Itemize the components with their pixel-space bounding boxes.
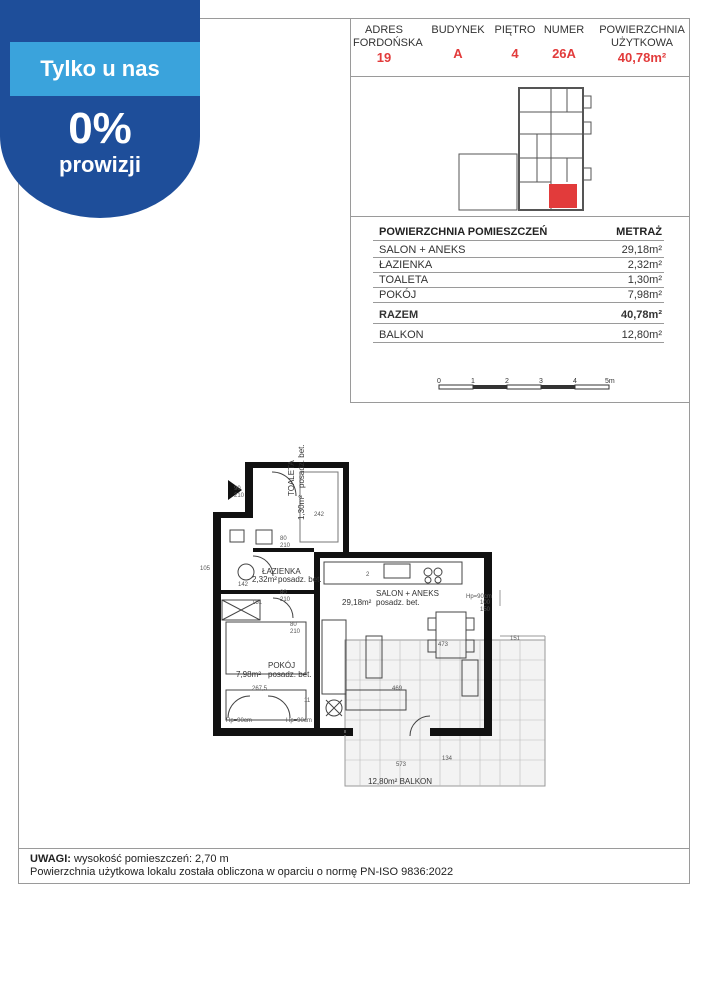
balcony-area bbox=[345, 640, 545, 786]
header-building-label: BUDYNEK bbox=[431, 24, 485, 36]
dim-label: 242 bbox=[314, 512, 325, 518]
dim-label: 151 bbox=[510, 636, 521, 642]
header-number-label: NUMER bbox=[543, 24, 585, 36]
promo-line2: prowizji bbox=[59, 152, 141, 177]
bath-floor: posadz. bet. bbox=[278, 575, 322, 584]
toilet-label: TOALETA bbox=[287, 460, 296, 496]
header-building-value: A bbox=[453, 46, 463, 61]
header-area-label: POWIERZCHNIA UŻYTKOWA bbox=[599, 24, 685, 49]
room-floor: posadz. bet. bbox=[268, 670, 312, 679]
dim-label: 473 bbox=[438, 642, 449, 648]
header-number-value: 26A bbox=[552, 46, 576, 61]
area-balcony-name: BALKON bbox=[379, 329, 424, 341]
dim-label: 210 bbox=[290, 629, 301, 635]
area-row-name: TOALETA bbox=[379, 274, 429, 286]
area-row-value: 29,18m² bbox=[621, 244, 662, 256]
area-row-value: 7,98m² bbox=[627, 289, 662, 301]
header-floor-value: 4 bbox=[511, 46, 519, 61]
dim-label: 573 bbox=[396, 762, 407, 768]
scale-tick: 3 bbox=[539, 378, 543, 385]
dim-label: Hp=90cm bbox=[466, 594, 492, 600]
header-floor-label: PIĘTRO bbox=[494, 24, 536, 36]
scale-tick: 1 bbox=[471, 378, 475, 385]
dim-label: 210 bbox=[280, 543, 291, 549]
promo-big: 0% bbox=[68, 104, 132, 153]
salon-area: 29,18m² bbox=[342, 598, 372, 607]
dim-label: 80 bbox=[280, 536, 287, 542]
area-row-value: 2,32m² bbox=[627, 259, 662, 271]
dim-label: 267,5 bbox=[252, 686, 268, 692]
scale-tick: 2 bbox=[505, 378, 509, 385]
dim-label: 210 bbox=[234, 493, 245, 499]
area-row-value: 1,30m² bbox=[627, 274, 662, 286]
dim-label: 2 bbox=[366, 572, 370, 578]
room-label: POKÓJ bbox=[268, 661, 296, 670]
area-total-name: RAZEM bbox=[379, 309, 419, 321]
area-row-name: ŁAZIENKA bbox=[379, 259, 433, 271]
area-row-name: POKÓJ bbox=[379, 289, 417, 301]
dim-label: 11 bbox=[304, 698, 311, 704]
notes-height: wysokość pomieszczeń: 2,70 m bbox=[70, 853, 229, 865]
notes-line1 bbox=[30, 853, 678, 866]
promo-line1: Tylko u nas bbox=[40, 56, 160, 81]
header-area-value: 40,78m² bbox=[617, 50, 667, 65]
notes-box bbox=[18, 848, 690, 884]
dim-label: 469 bbox=[392, 686, 403, 692]
salon-label: SALON + ANEKS bbox=[376, 589, 439, 598]
bath-label: ŁAZIENKA bbox=[262, 567, 301, 576]
area-balcony-value: 12,80m² bbox=[621, 329, 662, 341]
scale-tick: 5m bbox=[605, 378, 615, 385]
dim-label: Hp=90cm bbox=[286, 718, 312, 724]
toilet-area: 1,30m² bbox=[297, 495, 306, 520]
dim-label: Hp=90cm bbox=[226, 718, 252, 724]
salon-floor: posadz. bet. bbox=[376, 598, 420, 607]
dim-label: 100 bbox=[480, 600, 491, 606]
dim-label: 210 bbox=[280, 597, 291, 603]
dim-label: 150 bbox=[480, 607, 491, 613]
toilet-floor: posadz. bet. bbox=[297, 444, 306, 488]
area-table-head-left: POWIERZCHNIA POMIESZCZEŃ bbox=[379, 226, 548, 238]
area-total-value: 40,78m² bbox=[621, 309, 662, 321]
dim-label: 80 bbox=[290, 622, 297, 628]
room-area: 7,98m² bbox=[236, 670, 261, 679]
area-row-name: SALON + ANEKS bbox=[379, 244, 466, 256]
header-address-label: ADRES FORDOŃSKA bbox=[353, 24, 423, 49]
dim-label: 134 bbox=[442, 756, 453, 762]
notes-label: UWAGI: bbox=[30, 853, 71, 865]
area-table-head-right: METRAŻ bbox=[616, 226, 662, 238]
scale-tick: 0 bbox=[437, 378, 441, 385]
bath-area: 2,32m² bbox=[252, 575, 277, 584]
balcony-label: 12,80m² BALKON bbox=[368, 777, 433, 786]
dim-label: 105 bbox=[200, 566, 211, 572]
dim-label: 151 bbox=[252, 600, 263, 606]
dim-label: 90 bbox=[234, 486, 241, 492]
dim-label: 142 bbox=[238, 582, 249, 588]
header-address-value: 19 bbox=[376, 50, 392, 65]
scale-tick: 4 bbox=[573, 378, 577, 385]
notes-line2: Powierzchnia użytkowa lokalu została obliczona w oparciu o normę PN-ISO 9836:2022 bbox=[30, 866, 454, 878]
dim-label: 80 bbox=[280, 590, 287, 596]
